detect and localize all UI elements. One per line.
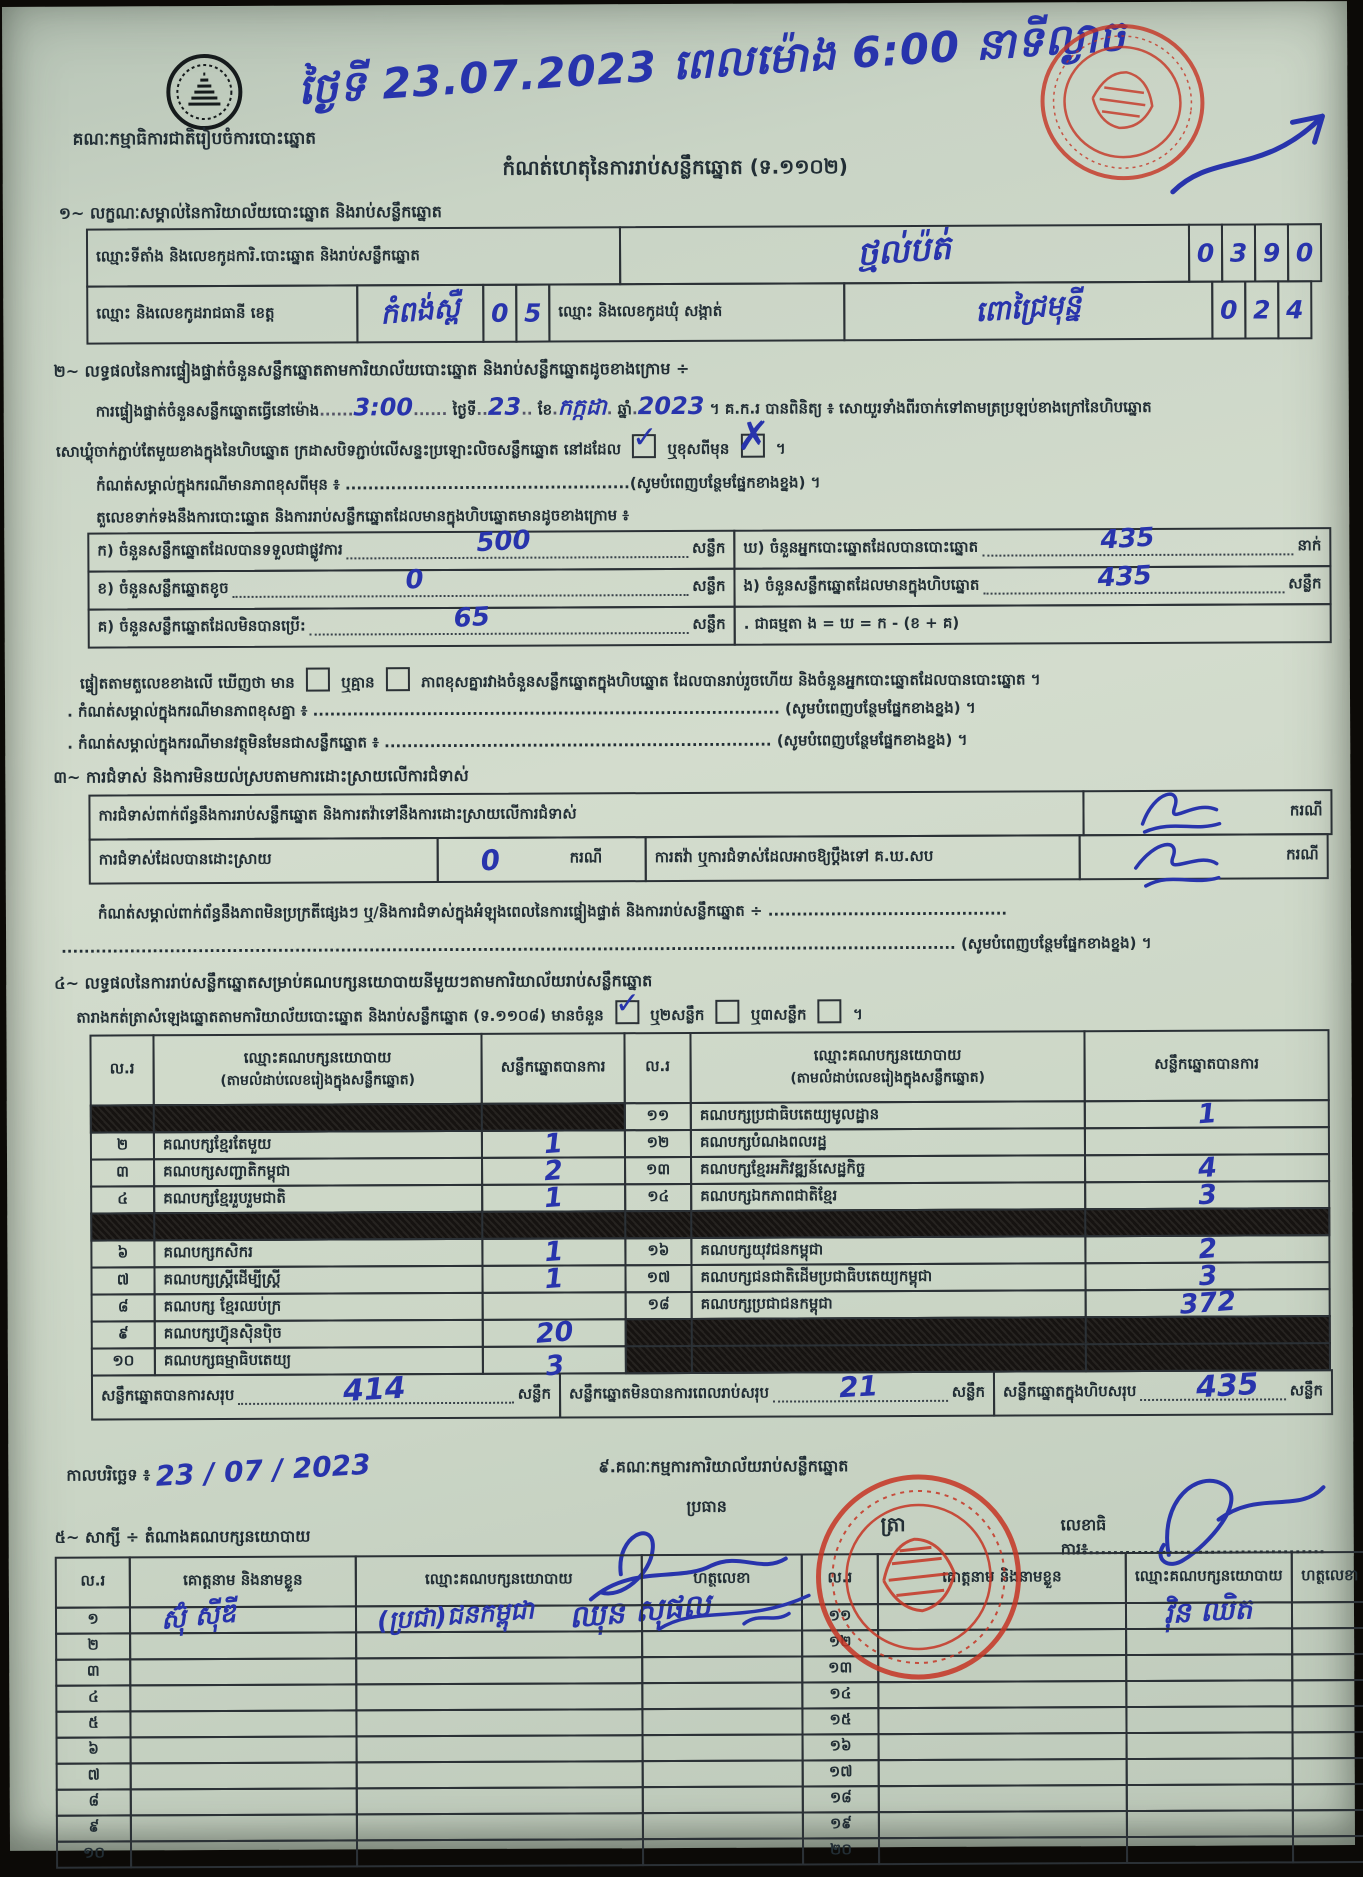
totals-row — [93, 1366, 1339, 1420]
witness-party — [355, 1595, 643, 1636]
irregularities-note-line1: កំណត់សម្គាល់ពាក់ព័ន្ធនឹងភាពមិនប្រក្រតីផ្សេងៗ ឬ/និងការជំទាស់ក្នុងអំឡុងពេលនៃការផ្ទៀងផ្ទាត់ និងការរាប់សន្លឹកឆ្នោត ÷ .......................................... — [97, 900, 1008, 923]
party-votes: 1 — [481, 1264, 626, 1294]
party-no — [90, 1212, 155, 1241]
party-votes: 3 — [482, 1345, 627, 1375]
party-name — [691, 1316, 1087, 1347]
party-votes — [1085, 1315, 1331, 1345]
col-sig-header: ហត្ថលេខា — [641, 1553, 803, 1606]
section1-heading: ១~ លក្ខណៈសម្គាល់នៃការិយាល័យបោះឆ្នោត និងរាប់សន្លឹកឆ្នោត — [58, 202, 442, 223]
unused-ballots-value: 65 — [452, 601, 491, 634]
station-code-digit: 0 — [1287, 223, 1322, 282]
irregularities-note-line2: ............................................................................................................................................................. (សូមបំពេញបន្ថែមផ្នែកខាងខ្នង) ។ — [61, 933, 1152, 957]
witness-no: ១ — [55, 1606, 131, 1634]
verification-text-tail: ។ គ.ក.រ បានពិនិត្យ ៖ សោយួរទាំងពីរចាក់ទៅតាមត្រប្រឡប់ខាងក្រៅនៃហិបឆ្នោត — [709, 397, 1152, 418]
party-name: គណបក្សសញ្ជាតិកម្ពុជា — [153, 1157, 483, 1187]
party-name: គណបក្ស ខ្មែរឈប់ក្រ — [154, 1292, 484, 1322]
voters-voted-cell — [733, 522, 1331, 570]
cross-mark: ✗ — [736, 413, 771, 460]
party-name: គណបក្សស្ត្រីដើម្បីស្ត្រី — [153, 1265, 483, 1295]
unused-ballots-label: គ) ចំនួនសន្លឹកឆ្នោតដែលមិនបានប្រើ: — [97, 616, 306, 636]
sentence-end: ។ — [775, 439, 786, 458]
unused-ballots-cell — [88, 601, 736, 649]
section4-heading: ៤~ លទ្ធផលនៃការរាប់សន្លឹកឆ្នោតសម្រាប់គណបក្សនយោបាយនីមួយៗតាមការិយាល័យរាប់សន្លឹកឆ្នោត — [54, 971, 653, 993]
dotted-leader — [310, 601, 689, 636]
col-party-header: ឈ្មោះគណបក្សនយោបាយ — [1125, 1551, 1293, 1604]
party-votes — [481, 1102, 626, 1132]
dotted-leader — [347, 525, 688, 559]
witness-no: ១៦ — [802, 1733, 880, 1761]
col-votes-header: សន្លឹកឆ្នោតបានការ — [480, 1032, 625, 1105]
received-ballots-value: 500 — [475, 525, 532, 559]
station-label: ឈ្មោះទីតាំង និងលេខកូដការិ.បោះឆ្នោត និងរាប់សន្លឹកឆ្នោត — [86, 226, 621, 287]
witness-no: ៦ — [56, 1736, 132, 1764]
resolved-count-handwritten: 0 — [479, 842, 503, 878]
figures-intro-line: តួលេខទាក់ទងនឹងការបោះឆ្នោត និងការរាប់សន្លឹកឆ្នោតដែលមានក្នុងហិបឆ្នោតមានដូចខាងក្រោម ៖ — [96, 506, 629, 527]
check-mark: ✓ — [632, 420, 658, 456]
party-no: ១៧ — [624, 1264, 692, 1293]
box-total-value: 435 — [1194, 1366, 1260, 1406]
valid-total-cell — [91, 1370, 561, 1421]
witness-no: ១៨ — [802, 1785, 880, 1813]
dotted-leader — [773, 1369, 948, 1405]
party-no: ១៦ — [624, 1237, 692, 1266]
commune-label: ឈ្មោះ និងលេខកូដឃុំ សង្កាត់ — [548, 282, 845, 342]
year-handwritten: 2023 — [637, 391, 705, 421]
witness-no: ១៤ — [801, 1681, 879, 1709]
party-name: គណបក្សធម្មាធិបតេយ្យ — [154, 1346, 484, 1376]
col-name-header: គោត្តនាម និងនាមខ្លួន — [877, 1552, 1127, 1605]
party-votes: 1 — [481, 1237, 626, 1267]
party-no: ១៣ — [624, 1156, 692, 1185]
check-mark: ✓ — [614, 986, 641, 1022]
party-no — [625, 1318, 693, 1347]
witness-no: ៨ — [56, 1788, 132, 1816]
box-total-cell — [993, 1366, 1333, 1416]
commune-code-digit: 0 — [1211, 281, 1246, 340]
party-name — [153, 1103, 483, 1133]
party-name: គណបក្សហ៊្វុនស៊ិនប៉ិច — [154, 1319, 484, 1349]
unit-label: ករណី — [1286, 845, 1319, 864]
col-no-header: ល.រ — [801, 1553, 879, 1605]
party-votes: 20 — [482, 1318, 627, 1348]
verification-line: ការផ្ទៀងផ្ទាត់ចំនួនសន្លឹកឆ្នោតធ្វើនៅម៉ោង......3:00...... ថ្ងៃទី..23.. ខែ.កក្កដា. ឆ្នាំ.2023 ។ គ.ក.រ បានពិនិត្យ ៖ សោយួរទាំងពីរចាក់ទៅតាមត្រប្រឡប់ខាងក្រៅនៃហិបឆ្នោត — [95, 391, 1152, 422]
party-votes — [482, 1291, 627, 1321]
unit-label: សន្លឹក — [1288, 574, 1322, 593]
province-label: ឈ្មោះ និងលេខកូដរាជធានី ខេត្ត — [86, 284, 358, 344]
col-party-header: ឈ្មោះគណបក្សនយោបាយ — [355, 1554, 643, 1607]
checkbox-unchanged — [632, 420, 658, 458]
witness-row — [58, 1835, 1363, 1869]
party-name: គណបក្សខ្មែររួបរួមជាតិ — [153, 1184, 483, 1214]
witness-no: ១៣ — [801, 1655, 879, 1683]
party-no: ៩ — [91, 1320, 156, 1349]
station-code-digit: 3 — [1221, 223, 1256, 282]
province-code-digit: 5 — [515, 284, 550, 343]
witness-no: ៩ — [56, 1814, 132, 1842]
witness-table — [57, 1553, 1363, 1869]
section2-heading: ២~ លទ្ធផលនៃការផ្ទៀងផ្ទាត់ចំនួនសន្លឹកឆ្នោតតាមការិយាល័យបោះឆ្នោត និងរាប់សន្លឹកឆ្នោតដូចខាងក្រោម ÷ — [53, 358, 690, 381]
commune-value — [843, 281, 1213, 342]
col-name-header: គោត្តនាម និងនាមខ្លួន — [129, 1555, 357, 1608]
province-code-digit: 0 — [482, 284, 517, 343]
party-votes: 3 — [1084, 1261, 1330, 1291]
appeals-cases — [1079, 833, 1329, 880]
section3-heading: ៣~ ការជំទាស់ និងការមិនយល់ស្របតាមការដោះស្រាយលើការជំទាស់ — [53, 765, 469, 787]
party-name — [690, 1208, 1086, 1239]
party-name: គណបក្សឯកភាពជាតិខ្មែរ — [690, 1181, 1086, 1212]
witness-no: ១៩ — [802, 1811, 880, 1839]
checkbox-two-sheet — [716, 1000, 740, 1024]
dotted-leader — [238, 1370, 513, 1410]
section4-intro-line — [76, 986, 1346, 1031]
remark-line-2: . កំណត់សម្គាល់ក្នុងករណីមានភាពខុសគ្នា ៖ .................................................................................. (សូមបំពេញបន្ថែមផ្នែកខាងខ្នង) ។ — [67, 698, 976, 721]
province-name-handwritten: កំពង់ស្ពឺ — [378, 290, 462, 331]
party-votes: 372 — [1085, 1288, 1331, 1318]
party-no: ៨ — [91, 1293, 156, 1322]
secretary-name-handwritten: វ៉ិន ឈិត — [1162, 1592, 1254, 1631]
spoiled-ballots-label: ខ) ចំនួនសន្លឹកឆ្នោតខូច — [97, 578, 229, 598]
party-no: ១៨ — [625, 1291, 693, 1320]
party-name: គណបក្សបំណងពលរដ្ឋ — [690, 1127, 1086, 1158]
section5-heading: ៥~ សាក្សី ÷ តំណាងគណបក្សនយោបាយ — [54, 1526, 311, 1547]
valid-total-value: 414 — [342, 1370, 407, 1410]
invalid-total-cell — [559, 1371, 995, 1419]
witness-no: ២០ — [802, 1837, 880, 1865]
objections-table — [90, 791, 1336, 884]
witness-no: ៧ — [56, 1762, 132, 1790]
col-no-header: ល.រ — [89, 1034, 154, 1106]
ballots-in-box-cell — [733, 560, 1331, 608]
party-results-table — [91, 1031, 1339, 1420]
col-party-header — [152, 1033, 482, 1106]
two-sheet-label: ឬ២សន្លឹក — [650, 1005, 705, 1025]
intro-text: តារាងកត់ត្រាសំឡេងឆ្នោតតាមការិយាល័យបោះឆ្នោត និងរាប់សន្លឹកឆ្នោត (ទ.១១០៨) មានចំនួន — [76, 1006, 604, 1027]
party-name: គណបក្សយុវជនកម្ពុជា — [690, 1235, 1086, 1266]
verification-text: ការផ្ទៀងផ្ទាត់ចំនួនសន្លឹកឆ្នោតធ្វើនៅម៉ោង — [95, 401, 320, 421]
dotted-leader — [982, 522, 1294, 556]
voters-voted-label: ឃ) ចំនួនអ្នកបោះឆ្នោតដែលបានបោះឆ្នោត — [743, 537, 979, 557]
party-name: គណបក្សប្រជាជនកម្ពុជា — [691, 1289, 1087, 1320]
checkbox-has-difference — [306, 668, 330, 692]
spoiled-ballots-cell — [87, 564, 735, 611]
committee-title: ៩.គណៈកម្មការការិយាល័យរាប់សន្លឹកឆ្នោត — [598, 1456, 849, 1477]
party-header-line2: (តាមលំដាប់លេខរៀងក្នុងសន្លឹកឆ្នោត) — [220, 1071, 416, 1089]
witness-no: ១៥ — [801, 1707, 879, 1735]
remark-line-1: កំណត់សម្គាល់ក្នុងករណីមានភាពខុសពីមុន ៖ ..................................................(សូមបំពេញបន្ថែមផ្នែកខាងខ្នង) ។ — [96, 473, 821, 495]
witness-party — [1125, 1601, 1293, 1630]
checkbox-no-difference — [386, 667, 410, 691]
witness-no: ១៧ — [802, 1759, 880, 1787]
red-ink-stamp-bottom — [787, 1453, 1051, 1708]
ballots-in-box-label: ង) ចំនួនសន្លឹកឆ្នោតដែលមានក្នុងហិបឆ្នោត — [743, 575, 980, 595]
party-no — [90, 1104, 155, 1133]
ballots-in-box-value: 435 — [1096, 560, 1153, 594]
month-word: ខែ — [537, 400, 553, 419]
party-votes: 2 — [1084, 1234, 1330, 1264]
station-code-digit: 9 — [1254, 223, 1289, 282]
received-ballots-label: ក) ចំនួនសន្លឹកឆ្នោតដែលបានទទួលជាផ្លូវការ — [97, 540, 343, 560]
col-no-header: ល.រ — [55, 1556, 131, 1608]
month-handwritten: កក្កដា — [557, 395, 607, 421]
unit-label: ករណី — [1289, 801, 1323, 820]
checkbox-changed — [736, 413, 771, 460]
party-votes — [1085, 1342, 1331, 1372]
party-no — [625, 1345, 693, 1374]
seal-status-line — [55, 413, 1336, 465]
unit-label: នាក់ — [1297, 536, 1322, 555]
handwritten-scribble — [1121, 828, 1231, 898]
party-no — [624, 1210, 692, 1239]
secretary-label: លេខាធិការ៖....................................... — [1060, 1515, 1326, 1559]
appeals-label: ការតវ៉ា ឬការជំទាស់ដែលអាចឱ្យប្តឹងទៅ គ.ឃ.សប — [645, 834, 1081, 882]
three-sheet-label: ឬ៣សន្លឹក — [750, 1005, 807, 1024]
col-no-header: ល.រ — [623, 1032, 691, 1104]
seal-label: ត្រា — [880, 1512, 906, 1537]
date-line — [66, 1447, 372, 1493]
unit-label: សន្លឹក — [691, 538, 726, 557]
party-no: ៧ — [90, 1266, 155, 1295]
party-name: គណបក្សជនជាតិដើមប្រជាធិបតេយ្យកម្ពុជា — [690, 1262, 1086, 1293]
party-no: ៦ — [90, 1239, 155, 1268]
chairman-name-handwritten: ឈុន សុផល — [567, 1587, 713, 1636]
table-row — [88, 280, 1334, 344]
party-name: គណបក្សខ្មែរអភិវឌ្ឍន៍សេដ្ឋកិច្ច — [690, 1154, 1086, 1185]
party-table-header — [91, 1029, 1337, 1106]
seal-changed-label: ឬខុសពីមុន — [667, 439, 730, 459]
discrepancy-check-line — [80, 663, 1340, 696]
spoiled-ballots-value: 0 — [404, 564, 425, 596]
witness-name — [129, 1598, 357, 1637]
station-value — [619, 224, 1190, 285]
invalid-total-value: 21 — [838, 1369, 880, 1405]
resolved-objections-label: ការជំទាស់ដែលបានដោះស្រាយ — [89, 837, 439, 885]
party-no: ១១ — [624, 1102, 692, 1131]
party-no: ១២ — [624, 1129, 692, 1158]
witness-no: ៤ — [55, 1684, 131, 1712]
check-mid-text: ឬគ្មាន — [341, 673, 375, 692]
commune-code-digit: 4 — [1277, 280, 1312, 339]
col-party-header — [689, 1030, 1085, 1104]
objection-row1-label: ការជំទាស់ពាក់ព័ន្ធនឹងការរាប់សន្លឹកឆ្នោត និងការតវ៉ាទៅនឹងការដោះស្រាយលើការជំទាស់ — [88, 790, 1084, 840]
unit-label: សន្លឹក — [517, 1384, 552, 1403]
date-handwritten: 23 / 07 / 2023 — [154, 1447, 372, 1493]
blue-pen-arrow-scribble — [1152, 91, 1353, 212]
org-name: គណៈកម្មាធិការជាតិរៀបចំការបោះឆ្នោត — [72, 128, 317, 150]
invalid-total-label: សន្លឹកឆ្នោតមិនបានការពេលរាប់សរុប — [568, 1383, 770, 1403]
checkbox-one-sheet — [614, 986, 641, 1024]
table-row — [88, 223, 1334, 287]
ballot-figures-table — [89, 522, 1335, 648]
party-votes: 2 — [481, 1156, 626, 1186]
handwritten-top-note: ថ្ងៃទី 23.07.2023 ពេលម៉ោង 6:00 នាទីល្ងាច — [296, 10, 1128, 115]
witness-signature-cell — [641, 1603, 803, 1632]
nec-emblem-logo — [164, 52, 244, 132]
witness-no: ១១ — [801, 1603, 879, 1631]
unit-label: សន្លឹក — [1289, 1381, 1324, 1400]
party-no: ៤ — [90, 1185, 155, 1214]
box-total-label: សន្លឹកឆ្នោតក្នុងហិបសរុប — [1002, 1382, 1137, 1401]
party-votes: 1 — [481, 1183, 626, 1213]
check-pre-text: ផ្ទៀតតាមតួលេខខាងលើ ឃើញថា មាន — [79, 673, 295, 693]
date-word: ថ្ងៃទី — [452, 400, 477, 419]
party-votes: 4 — [1084, 1153, 1330, 1183]
party-header-line1: ឈ្មោះគណបក្សនយោបាយ — [813, 1045, 962, 1064]
dotted-leader — [1140, 1366, 1285, 1406]
party-votes: 3 — [1084, 1180, 1330, 1210]
party-no: ១៤ — [624, 1183, 692, 1212]
dotted-leader — [983, 560, 1284, 594]
party-name: គណបក្សកសិករ — [153, 1238, 483, 1268]
party-header-line2: (តាមលំដាប់លេខរៀងក្នុងសន្លឹកឆ្នោត) — [790, 1069, 986, 1087]
checkbox-three-sheet — [818, 999, 842, 1023]
province-value — [356, 284, 484, 344]
year-word: ឆ្នាំ — [617, 400, 632, 419]
witness-no: ១០ — [56, 1840, 132, 1868]
remark-line-3: . កំណត់សម្គាល់ក្នុងករណីមានវត្ថុមិនមែនជាសន្លឹកឆ្នោត ៖ .................................................................... (សូមបំពេញបន្ថែមផ្នែកខាងខ្នង) ។ — [67, 730, 968, 753]
party-no: ១០ — [91, 1347, 156, 1376]
col-votes-header: សន្លឹកឆ្នោតបានការ — [1083, 1029, 1329, 1102]
witness-no: ២ — [55, 1632, 131, 1660]
unit-label: សន្លឹក — [692, 614, 726, 633]
dotted-leader — [233, 564, 689, 598]
party-name — [153, 1211, 483, 1241]
party-no: ២ — [90, 1131, 155, 1160]
party-no: ៣ — [90, 1158, 155, 1187]
date-label: កាលបរិច្ឆេទ ៖ — [66, 1465, 151, 1485]
party-name: គណបក្សប្រជាធិបតេយ្យមូលដ្ឋាន — [690, 1100, 1086, 1131]
sentence-end: ។ — [852, 1005, 863, 1024]
formula-cell — [734, 603, 1332, 646]
unit-label: សន្លឹក — [692, 576, 726, 595]
station-code-digit: 0 — [1188, 224, 1223, 283]
witness-no: ៥ — [55, 1710, 131, 1738]
check-post-text: ភាពខុសគ្នារវាងចំនួនសន្លឹកឆ្នោតក្នុងហិបឆ្នោត ដែលបានរាប់រួចហើយ និងចំនួនអ្នកបោះឆ្នោតដែលបានបោះឆ្នោត ។ — [421, 670, 1041, 692]
witness-no: ៣ — [55, 1658, 131, 1686]
party-votes: 1 — [1084, 1099, 1330, 1129]
paper-sheet — [2, 1, 1359, 1862]
section1-table — [88, 225, 1334, 344]
commune-code-digit: 2 — [1244, 280, 1279, 339]
chairman-label: ប្រធាន — [686, 1496, 727, 1516]
party-votes: 1 — [481, 1129, 626, 1159]
seal-status-text: សោឃ្លុំចាក់ភ្ជាប់តែមួយខាងក្នុងនៃហិបឆ្នោត ក្រដាសបិទភ្ជាប់លើសន្ទះប្រឡោះលិចសន្លឹកឆ្នោត នៅដដែល — [55, 440, 622, 461]
valid-total-label: សន្លឹកឆ្នោតបានការសរុប — [101, 1385, 235, 1405]
commune-name-handwritten: ពោជ្រៃមុន្នី — [973, 287, 1083, 329]
page-title: កំណត់ហេតុនៃការរាប់សន្លឹកឆ្នោត (ទ.១១០២) — [502, 154, 848, 180]
col-sig-header: ហត្ថលេខា — [1291, 1551, 1363, 1603]
station-name-handwritten: ថ្មល់ប៉ត់ — [855, 227, 953, 273]
time-handwritten: 3:00 — [353, 393, 414, 422]
party-name: គណបក្សខ្មែរតែមួយ — [153, 1130, 483, 1160]
witness-signature-cell — [1291, 1601, 1363, 1629]
witness-name-handwritten: ស៊ុំ ស៊ីឌី — [159, 1598, 238, 1637]
witness-signature — [649, 1583, 819, 1644]
voters-voted-value: 435 — [1099, 522, 1156, 556]
resolved-objections-value — [437, 836, 647, 883]
witness-party-handwritten: (ប្រជា)ជនកម្ពុជា — [375, 1595, 535, 1636]
day-handwritten: 23 — [487, 392, 522, 421]
unit-label: សន្លឹក — [951, 1382, 986, 1401]
party-header-line1: ឈ្មោះគណបក្សនយោបាយ — [243, 1047, 392, 1067]
party-name — [691, 1343, 1087, 1374]
unit-label: ករណី — [569, 848, 603, 867]
party-votes — [481, 1210, 626, 1240]
witness-no: ១២ — [801, 1629, 879, 1657]
formula-text: . ជាធម្មតា ង = ឃ = ក - (ខ + គ) — [743, 613, 960, 633]
